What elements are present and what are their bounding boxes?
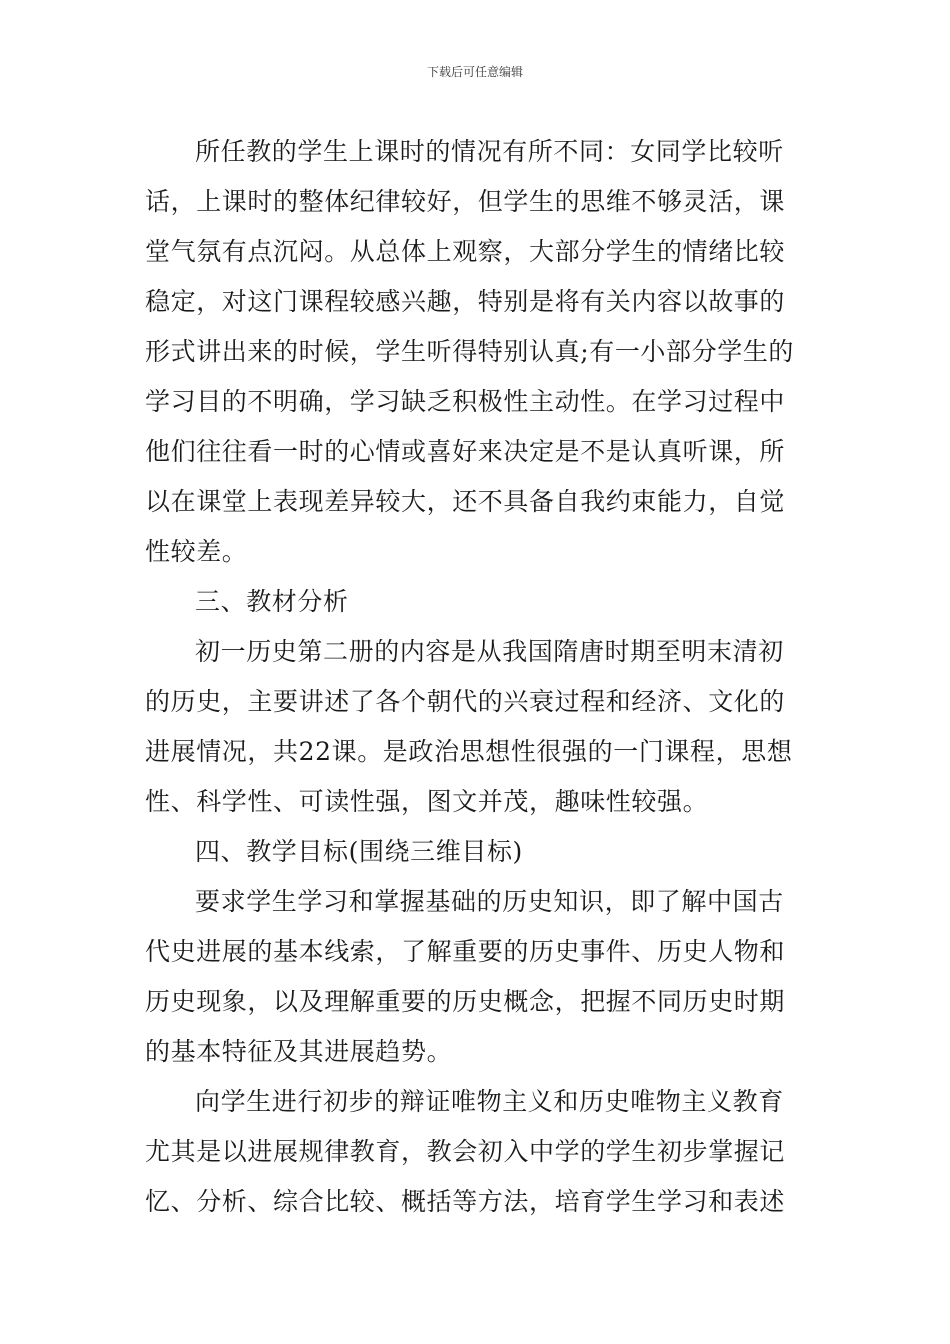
paragraph-line: 所任教的学生上课时的情况有所不同：女同学比较听 (195, 137, 784, 166)
paragraph-line: 忆、分析、综合比较、概括等方法，培育学生学习和表述 (145, 1187, 786, 1216)
paragraph-line: 形式讲出来的时候，学生听得特别认真;有一小部分学生的 (145, 337, 795, 366)
paragraph-line: 以在课堂上表现差异较大，还不具备自我约束能力，自觉 (145, 487, 786, 516)
paragraph-line: 话，上课时的整体纪律较好，但学生的思维不够灵活，课 (145, 187, 786, 216)
page-header: 下载后可任意编辑 (426, 65, 523, 79)
paragraph-line: 代史进展的基本线索，了解重要的历史事件、历史人物和 (145, 937, 786, 966)
paragraph-line: 尤其是以进展规律教育，教会初入中学的学生初步掌握记 (145, 1137, 786, 1166)
paragraph-line: 性较差。 (145, 537, 248, 566)
section-heading: 三、教材分析 (195, 587, 349, 616)
paragraph-line: 历史现象，以及理解重要的历史概念，把握不同历史时期 (145, 987, 786, 1016)
section-heading: 四、教学目标(围绕三维目标) (195, 837, 523, 866)
paragraph-line: 进展情况，共22课。是政治思想性很强的一门课程，思想 (145, 737, 793, 766)
paragraph-line: 稳定，对这门课程较感兴趣，特别是将有关内容以故事的 (145, 287, 786, 316)
paragraph-line: 要求学生学习和掌握基础的历史知识，即了解中国古 (195, 887, 784, 916)
paragraph-line: 他们往往看一时的心情或喜好来决定是不是认真听课，所 (145, 437, 786, 466)
paragraph-line: 初一历史第二册的内容是从我国隋唐时期至明末清初 (195, 637, 784, 666)
document-body (145, 127, 807, 1227)
paragraph-line: 的基本特征及其进展趋势。 (145, 1037, 453, 1066)
paragraph-line: 性、科学性、可读性强，图文并茂，趣味性较强。 (145, 787, 709, 816)
paragraph-line: 堂气氛有点沉闷。从总体上观察，大部分学生的情绪比较 (145, 237, 786, 266)
paragraph-line: 向学生进行初步的辩证唯物主义和历史唯物主义教育 (195, 1087, 784, 1116)
paragraph-line: 学习目的不明确，学习缺乏积极性主动性。在学习过程中 (145, 387, 786, 416)
paragraph-line: 的历史，主要讲述了各个朝代的兴衰过程和经济、文化的 (145, 687, 786, 716)
